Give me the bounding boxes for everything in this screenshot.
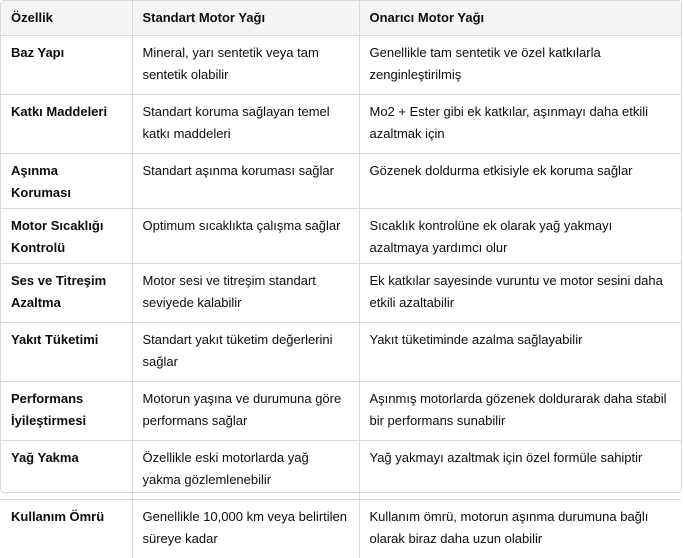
standard-cell: Mineral, yarı sentetik veya tam sentetik olabilir (132, 36, 359, 95)
repair-cell: Yağ yakmayı azaltmak için özel formüle sahiptir (359, 441, 681, 500)
repair-cell: Yakıt tüketiminde azalma sağlayabilir (359, 323, 681, 382)
repair-cell: Genellikle tam sentetik ve özel katkılarla zenginleştirilmiş (359, 36, 681, 95)
standard-cell: Genellikle 10,000 km veya belirtilen süreye kadar (132, 500, 359, 558)
header-row (1, 1, 681, 36)
repair-cell: Ek katkılar sayesinde vuruntu ve motor sesini daha etkili azaltabilir (359, 264, 681, 323)
table-row (1, 154, 681, 209)
table-row (1, 500, 681, 558)
table-header (1, 1, 681, 36)
standard-cell: Optimum sıcaklıkta çalışma sağlar (132, 209, 359, 264)
repair-cell: Mo2 + Ester gibi ek katkılar, aşınmayı daha etkili azaltmak için (359, 95, 681, 154)
comparison-table (1, 1, 681, 558)
standard-cell: Özellikle eski motorlarda yağ yakma gözlemlenebilir (132, 441, 359, 500)
header-standard-oil: Standart Motor Yağı (132, 1, 359, 36)
repair-cell: Aşınmış motorlarda gözenek doldurarak daha stabil bir performans sunabilir (359, 382, 681, 441)
standard-cell: Standart yakıt tüketim değerlerini sağlar (132, 323, 359, 382)
table-row (1, 441, 681, 500)
feature-cell: Performans İyileştirmesi (1, 382, 132, 441)
table-body (1, 36, 681, 558)
repair-cell: Sıcaklık kontrolüne ek olarak yağ yakmayı azaltmaya yardımcı olur (359, 209, 681, 264)
standard-cell: Motorun yaşına ve durumuna göre performans sağlar (132, 382, 359, 441)
table-row (1, 36, 681, 95)
standard-cell: Standart aşınma koruması sağlar (132, 154, 359, 209)
standard-cell: Standart koruma sağlayan temel katkı maddeleri (132, 95, 359, 154)
feature-cell: Baz Yapı (1, 36, 132, 95)
feature-cell: Aşınma Koruması (1, 154, 132, 209)
header-repair-oil: Onarıcı Motor Yağı (359, 1, 681, 36)
table-row (1, 323, 681, 382)
feature-cell: Yakıt Tüketimi (1, 323, 132, 382)
feature-cell: Motor Sıcaklığı Kontrolü (1, 209, 132, 264)
feature-cell: Yağ Yakma (1, 441, 132, 500)
header-feature: Özellik (1, 1, 132, 36)
table-row (1, 382, 681, 441)
standard-cell: Motor sesi ve titreşim standart seviyede kalabilir (132, 264, 359, 323)
feature-cell: Katkı Maddeleri (1, 95, 132, 154)
table-row (1, 209, 681, 264)
feature-cell: Ses ve Titreşim Azaltma (1, 264, 132, 323)
table-row (1, 95, 681, 154)
table-row (1, 264, 681, 323)
feature-cell: Kullanım Ömrü (1, 500, 132, 558)
repair-cell: Gözenek doldurma etkisiyle ek koruma sağlar (359, 154, 681, 209)
repair-cell: Kullanım ömrü, motorun aşınma durumuna bağlı olarak biraz daha uzun olabilir (359, 500, 681, 558)
